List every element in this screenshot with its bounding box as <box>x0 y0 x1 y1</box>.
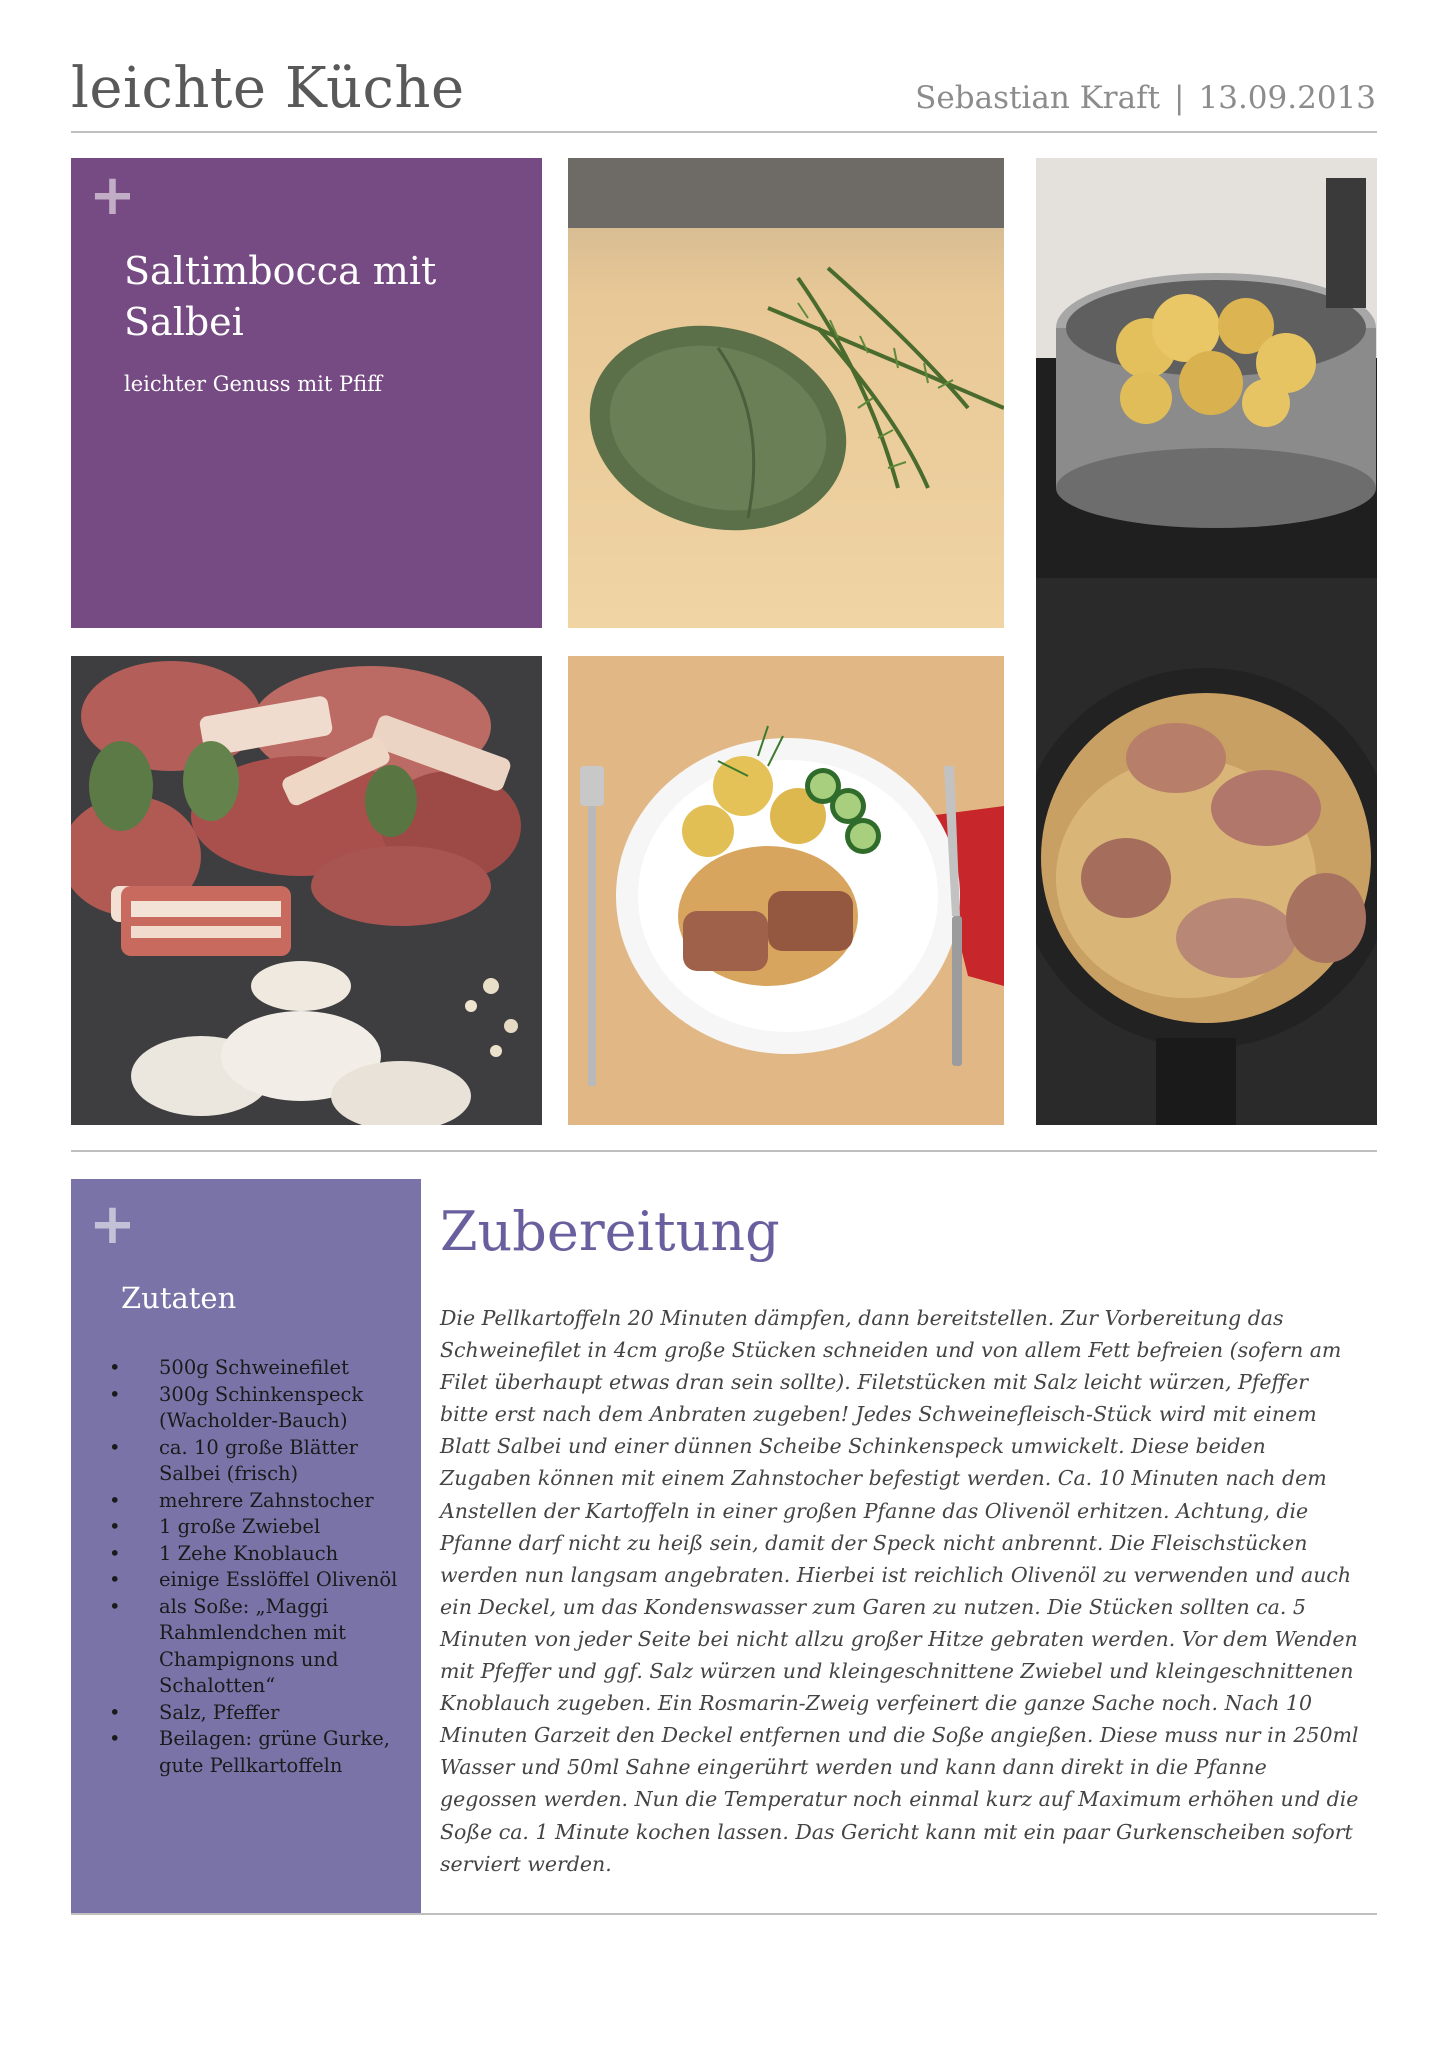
list-item: • Salz, Pfeffer <box>101 1700 419 1727</box>
plus-icon: + <box>89 1192 136 1257</box>
preparation-text: Die Pellkartoffeln 20 Minuten dämpfen, dann bereitstellen. Zur Vorbereitung das Schweinefilet in 4cm große Stücken schneiden und von allem Fett befreien (sofern am Filet überhaupt etwas dran sein sollte). Filetstücken mit Salz leicht würzen, Pfeffer bitte erst nach dem Anbraten zugeben! Jedes Schweinefleisch-Stück wird mit einem Blatt Salbei und einer dünnen Scheibe Schinkenspeck umwickelt. Diese beiden Zugaben können mit einem Zahnstocher befestigt werden. Ca. 10 Minuten nach dem Anstellen der Kartoffeln in einer großen Pfanne das Olivenöl erhitzen. Achtung, die Pfanne darf nicht zu heiß sein, damit der Speck nicht anbrennt. Die Fleischstücken werden nun langsam angebraten. Hierbei ist reichlich Olivenöl zu verwenden und auch ein Deckel, um das Kondenswasser zum Garen zu nutzen. Die Stücken sollten ca. 5 Minuten von jeder Seite bei nicht allzu großer Hitze gebraten werden. Vor dem Wenden mit Pfeffer und ggf. Salz würzen und kleingeschnittene Zwiebel und kleingeschnittenen Knoblauch zugeben. Ein Rosmarin-Zweig verfeinert die ganze Sache noch. Nach 10 Minuten Garzeit den Deckel entfernen und die Soße angießen. Diese muss nur in 250ml Wasser und 50ml Sahne eingerührt werden und kann dann direkt in die Pfanne gegossen werden. Nun die Temperatur noch einmal kurz auf Maximum erhöhen und die Soße ca. 1 Minute kochen lassen. Das Gericht kann mit ein paar Gurkenscheiben sofort serviert werden. <box>440 1306 1359 1876</box>
list-item: • einige Esslöffel Olivenöl <box>101 1567 419 1594</box>
list-item: • 1 große Zwiebel <box>101 1514 419 1541</box>
photo-potatoes-steamer <box>1036 158 1377 1125</box>
magazine-title: leichte Küche <box>71 56 465 121</box>
recipe-title: Saltimbocca mit Salbei <box>124 249 437 344</box>
photo-sage-rosemary <box>568 158 1004 628</box>
list-item: • als Soße: „Maggi Rahmlendchen mit Champignons und Schalotten“ <box>101 1594 419 1700</box>
byline <box>915 80 1376 116</box>
ingredients-panel <box>71 1179 421 1913</box>
header-rule <box>71 131 1377 133</box>
list-item: • 300g Schinkenspeck (Wacholder-Bauch) <box>101 1382 419 1435</box>
photo-plated-dish <box>568 656 1004 1125</box>
photo-raw-meat-bacon <box>71 656 542 1125</box>
plus-icon: + <box>89 163 136 228</box>
list-item: • 500g Schweinefilet <box>101 1355 419 1382</box>
list-item: • Beilagen: grüne Gurke, gute Pellkartoffeln <box>101 1726 419 1779</box>
list-item: • mehrere Zahnstocher <box>101 1488 419 1515</box>
byline-separator: | <box>1174 80 1185 116</box>
recipe-title-panel <box>71 158 542 628</box>
recipe-subtitle: leichter Genuss mit Pfiff <box>124 372 383 396</box>
author-name: Sebastian Kraft <box>915 80 1161 116</box>
publish-date: 13.09.2013 <box>1198 80 1376 116</box>
list-item: • 1 Zehe Knoblauch <box>101 1541 419 1568</box>
list-item: • ca. 10 große Blätter Salbei (frisch) <box>101 1435 419 1488</box>
section-rule <box>71 1150 1377 1152</box>
footer-rule <box>71 1913 1377 1915</box>
ingredients-list <box>101 1355 419 1779</box>
preparation-heading: Zubereitung <box>440 1200 780 1263</box>
ingredients-heading: Zutaten <box>121 1281 237 1315</box>
